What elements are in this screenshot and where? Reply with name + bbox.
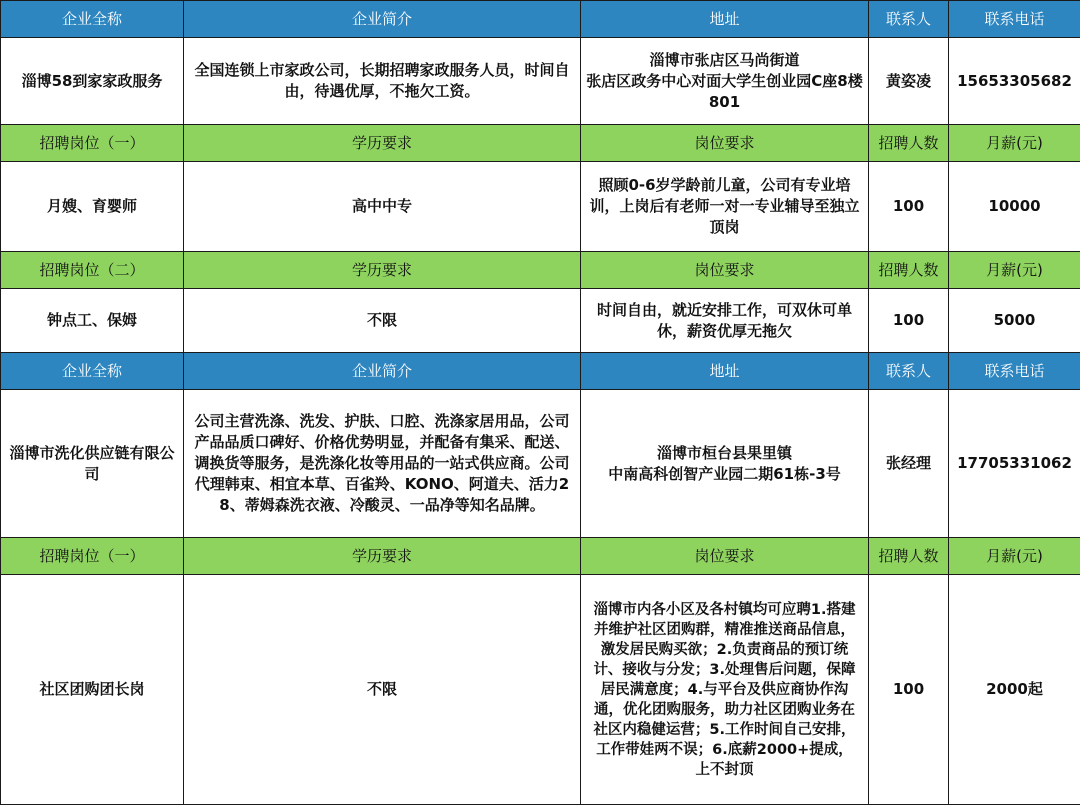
job-requirement: 时间自由，就近安排工作，可双休可单休，薪资优厚无拖欠: [581, 289, 869, 353]
company-header-row: [1, 353, 1080, 390]
header-address: 地址: [581, 353, 869, 390]
job-count: 100: [869, 575, 949, 805]
job-row: [1, 575, 1080, 805]
job-section-label: 招聘岗位（一）: [1, 538, 184, 575]
job-header-requirement: 岗位要求: [581, 538, 869, 575]
header-company-name: 企业全称: [1, 1, 184, 38]
company-intro: 全国连锁上市家政公司，长期招聘家政服务人员，时间自由，待遇优厚，不拖欠工资。: [184, 38, 581, 125]
job-header-salary: 月薪(元): [949, 252, 1080, 289]
job-salary: 10000: [949, 162, 1080, 252]
header-contact: 联系人: [869, 353, 949, 390]
company-address: 淄博市张店区马尚街道 张店区政务中心对面大学生创业园C座8楼801: [581, 38, 869, 125]
job-header-education: 学历要求: [184, 252, 581, 289]
job-title: 钟点工、保姆: [1, 289, 184, 353]
header-company-intro: 企业简介: [184, 1, 581, 38]
job-section-label: 招聘岗位（二）: [1, 252, 184, 289]
job-requirement: 照顾0-6岁学龄前儿童，公司有专业培训，上岗后有老师一对一专业辅导至独立顶岗: [581, 162, 869, 252]
job-row: [1, 289, 1080, 353]
header-company-intro: 企业简介: [184, 353, 581, 390]
job-salary: 5000: [949, 289, 1080, 353]
company-row: [1, 38, 1080, 125]
job-count: 100: [869, 162, 949, 252]
company-name: 淄博市洗化供应链有限公司: [1, 390, 184, 538]
job-header-requirement: 岗位要求: [581, 252, 869, 289]
job-header-requirement: 岗位要求: [581, 125, 869, 162]
job-header-salary: 月薪(元): [949, 125, 1080, 162]
job-title: 月嫂、育婴师: [1, 162, 184, 252]
company-row: [1, 390, 1080, 538]
company-phone: 15653305682: [949, 38, 1080, 125]
job-header-count: 招聘人数: [869, 538, 949, 575]
company-header-row: [1, 1, 1080, 38]
job-salary: 2000起: [949, 575, 1080, 805]
header-phone: 联系电话: [949, 1, 1080, 38]
job-section-label: 招聘岗位（一）: [1, 125, 184, 162]
company-contact: 张经理: [869, 390, 949, 538]
header-phone: 联系电话: [949, 353, 1080, 390]
job-education: 高中中专: [184, 162, 581, 252]
job-education: 不限: [184, 575, 581, 805]
company-address: 淄博市桓台县果里镇 中南高科创智产业园二期61栋-3号: [581, 390, 869, 538]
company-intro: 公司主营洗涤、洗发、护肤、口腔、洗涤家居用品，公司产品品质口碑好、价格优势明显，并配备有集采、配送、调换货等服务，是洗涤化妆等用品的一站式供应商。公司代理韩束、相宜本草、百雀羚、KONO、阿道夫、活力28、蒂姆森洗衣液、冷酸灵、一品净等知名品牌。: [184, 390, 581, 538]
job-education: 不限: [184, 289, 581, 353]
job-title: 社区团购团长岗: [1, 575, 184, 805]
job-header-salary: 月薪(元): [949, 538, 1080, 575]
job-header-education: 学历要求: [184, 125, 581, 162]
header-company-name: 企业全称: [1, 353, 184, 390]
header-address: 地址: [581, 1, 869, 38]
job-header-count: 招聘人数: [869, 125, 949, 162]
job-count: 100: [869, 289, 949, 353]
job-header-education: 学历要求: [184, 538, 581, 575]
header-contact: 联系人: [869, 1, 949, 38]
job-row: [1, 162, 1080, 252]
company-phone: 17705331062: [949, 390, 1080, 538]
job-header-row: [1, 125, 1080, 162]
job-header-row: [1, 252, 1080, 289]
company-name: 淄博58到家家政服务: [1, 38, 184, 125]
job-header-count: 招聘人数: [869, 252, 949, 289]
job-header-row: [1, 538, 1080, 575]
company-contact: 黄姿凌: [869, 38, 949, 125]
job-requirement: 淄博市内各小区及各村镇均可应聘1.搭建并维护社区团购群，精准推送商品信息，激发居民购买欲；2.负责商品的预订统计、接收与分发；3.处理售后问题，保障居民满意度；4.与平台及供应商协作沟通，优化团购服务，助力社区团购业务在社区内稳健运营；5.工作时间自己安排，工作带娃两不误；6.底薪2000+提成，上不封顶: [581, 575, 869, 805]
